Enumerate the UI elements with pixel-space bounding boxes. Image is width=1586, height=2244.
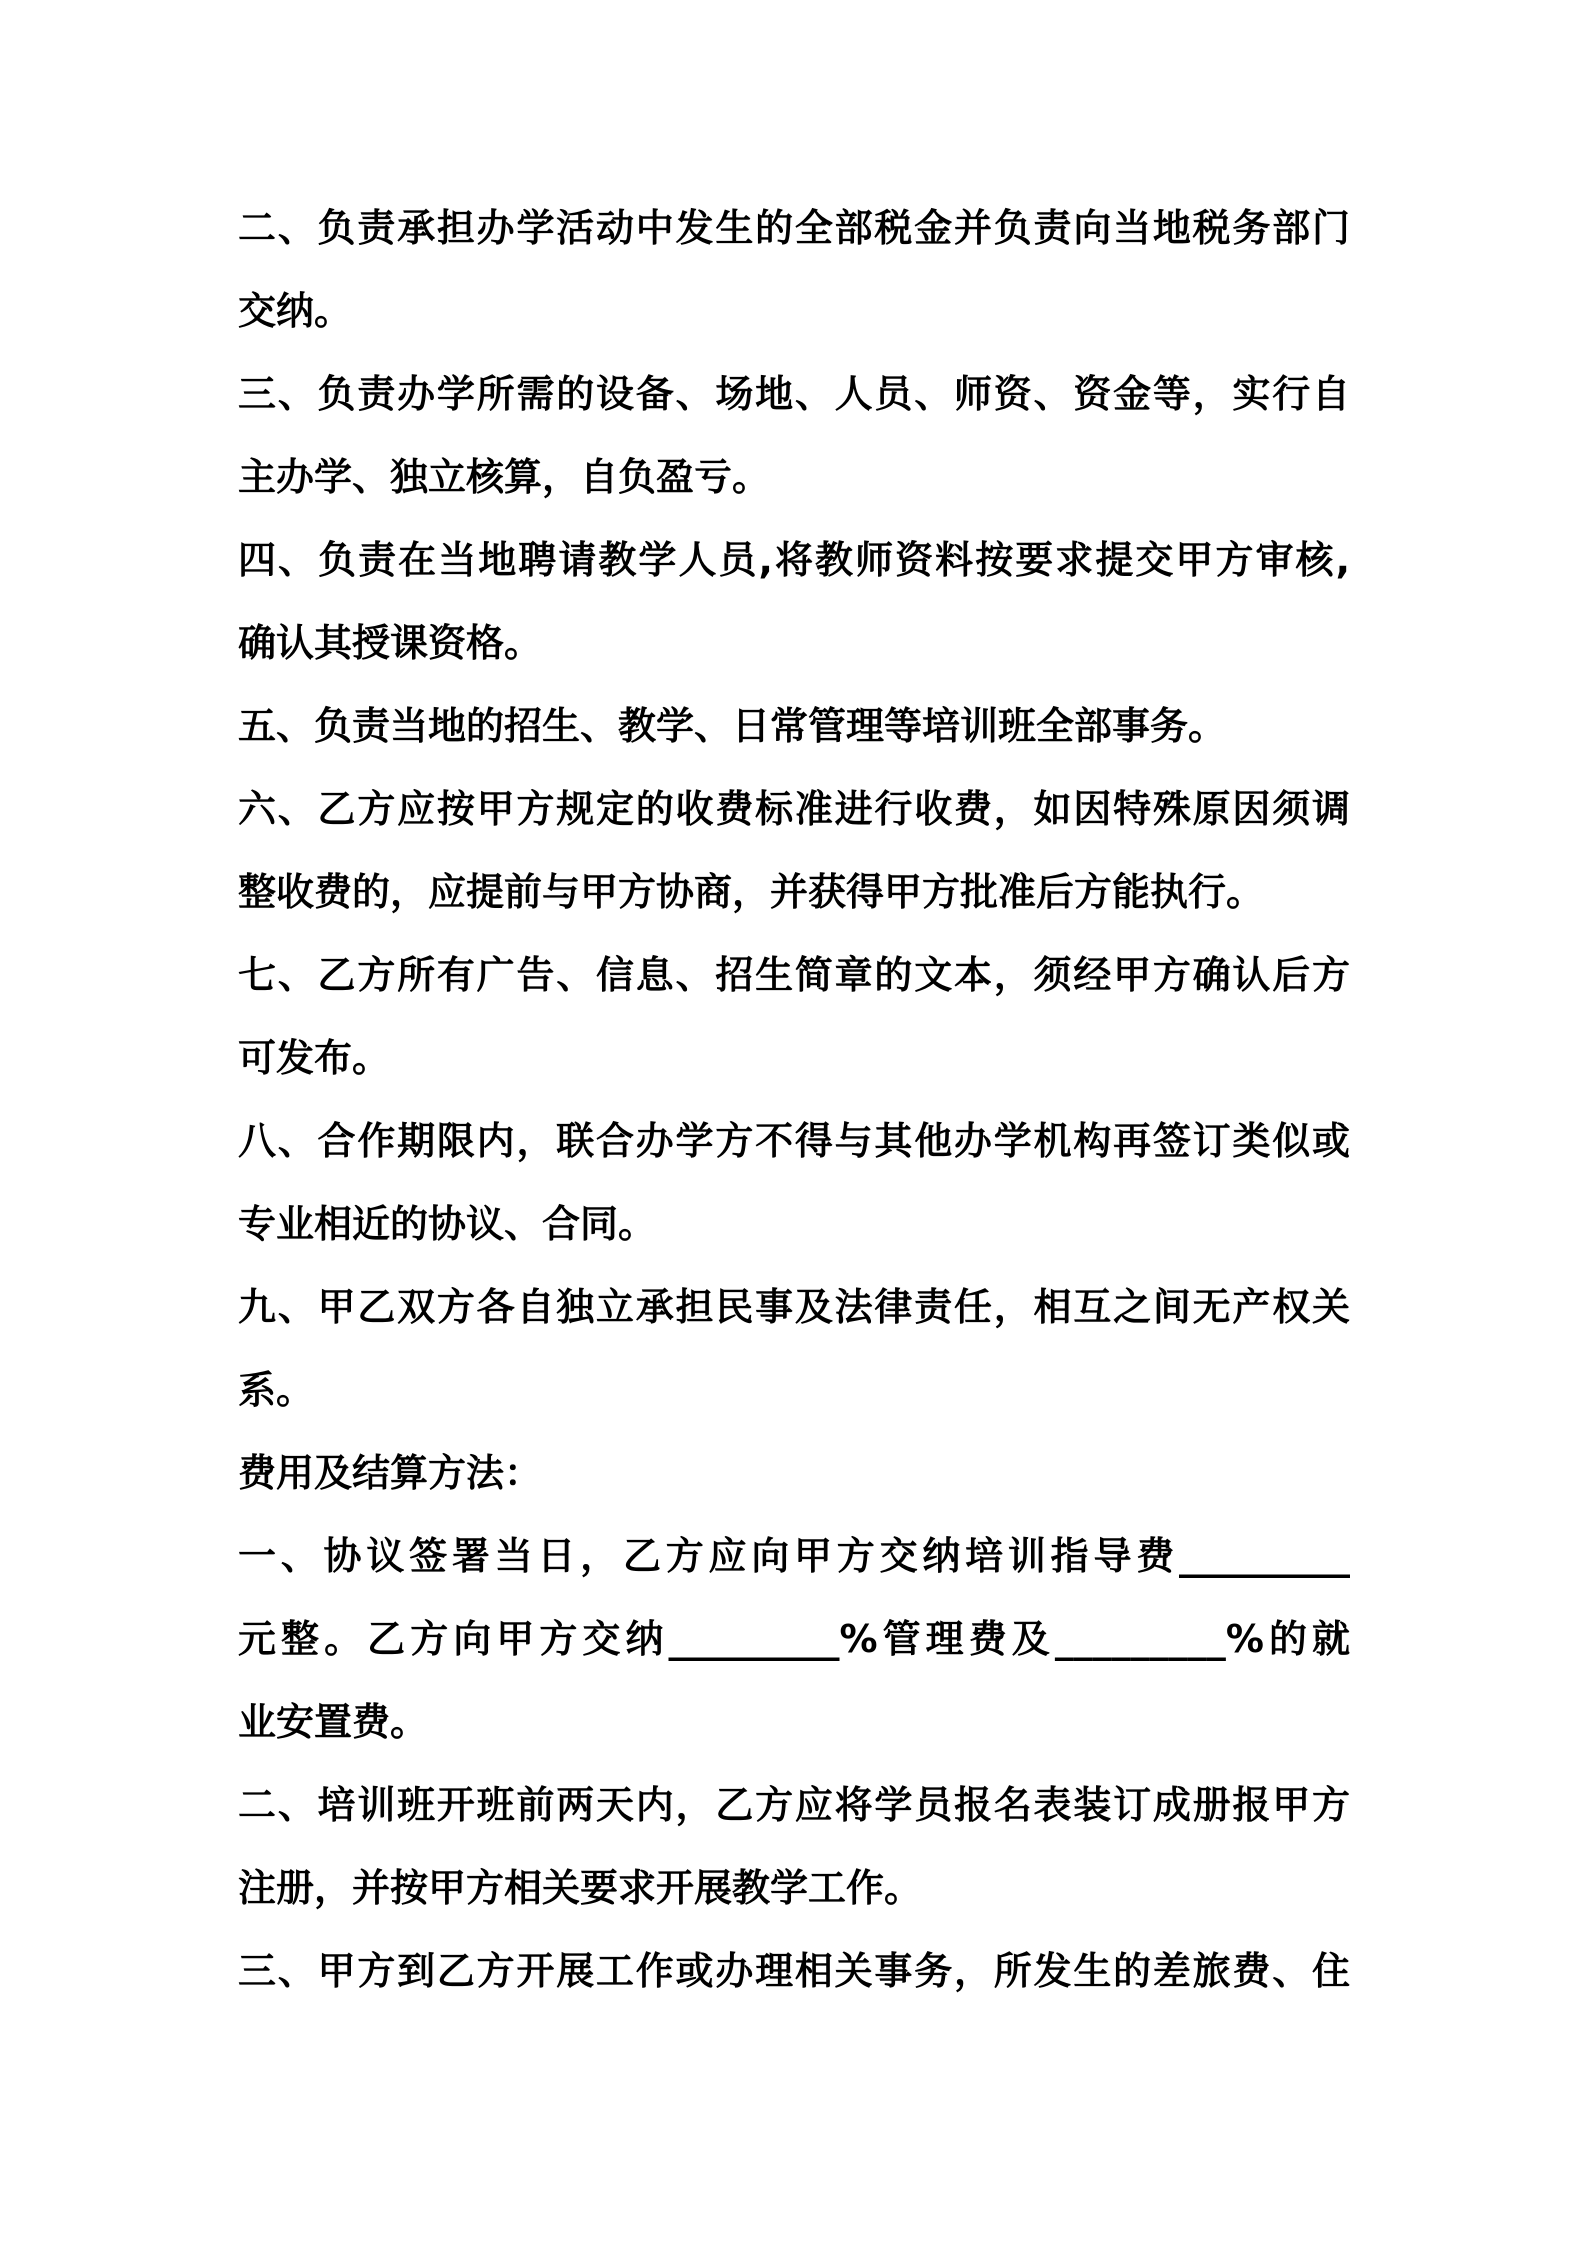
- text-line: 九、甲乙双方各自独立承担民事及法律责任，相互之间无产权关: [238, 1285, 1350, 1329]
- document-page: [238, 187, 1350, 2013]
- text-line: 二、培训班开班前两天内，乙方应将学员报名表装订成册报甲方: [238, 1783, 1350, 1827]
- text-line: 主办学、独立核算，自负盈亏。: [238, 455, 771, 499]
- text-line: 费用及结算方法：: [238, 1451, 543, 1495]
- text-line: 三、甲方到乙方开展工作或办理相关事务，所发生的差旅费、住: [238, 1949, 1350, 1993]
- text-line: 八、合作期限内，联合办学方不得与其他办学机构再签订类似或: [238, 1119, 1350, 1163]
- text-line: 系。: [238, 1368, 315, 1412]
- text-line: 注册，并按甲方相关要求开展教学工作。: [238, 1866, 923, 1910]
- text-line: 二、负责承担办学活动中发生的全部税金并负责向当地税务部门: [238, 206, 1350, 250]
- text-line: 六、乙方应按甲方规定的收费标准进行收费，如因特殊原因须调: [238, 787, 1350, 831]
- text-line: 业安置费。: [238, 1700, 429, 1744]
- text-line: 整收费的，应提前与甲方协商，并获得甲方批准后方能执行。: [238, 870, 1265, 914]
- text-line: 可发布。: [238, 1036, 391, 1080]
- text-line: 三、负责办学所需的设备、场地、人员、师资、资金等，实行自: [238, 372, 1350, 416]
- text-line: 确认其授课资格。: [238, 621, 543, 665]
- text-line: 元整。乙方向甲方交纳_________%管理费及_________%的就: [238, 1617, 1350, 1661]
- text-line: 五、负责当地的招生、教学、日常管理等培训班全部事务。: [238, 704, 1227, 748]
- text-line: 交纳。: [238, 289, 353, 333]
- text-line: 专业相近的协议、合同。: [238, 1202, 657, 1246]
- text-line: 四、负责在当地聘请教学人员,将教师资料按要求提交甲方审核,: [238, 538, 1350, 582]
- text-line: 七、乙方所有广告、信息、招生简章的文本，须经甲方确认后方: [238, 953, 1350, 997]
- text-line: 一、协议签署当日，乙方应向甲方交纳培训指导费_________: [238, 1534, 1350, 1578]
